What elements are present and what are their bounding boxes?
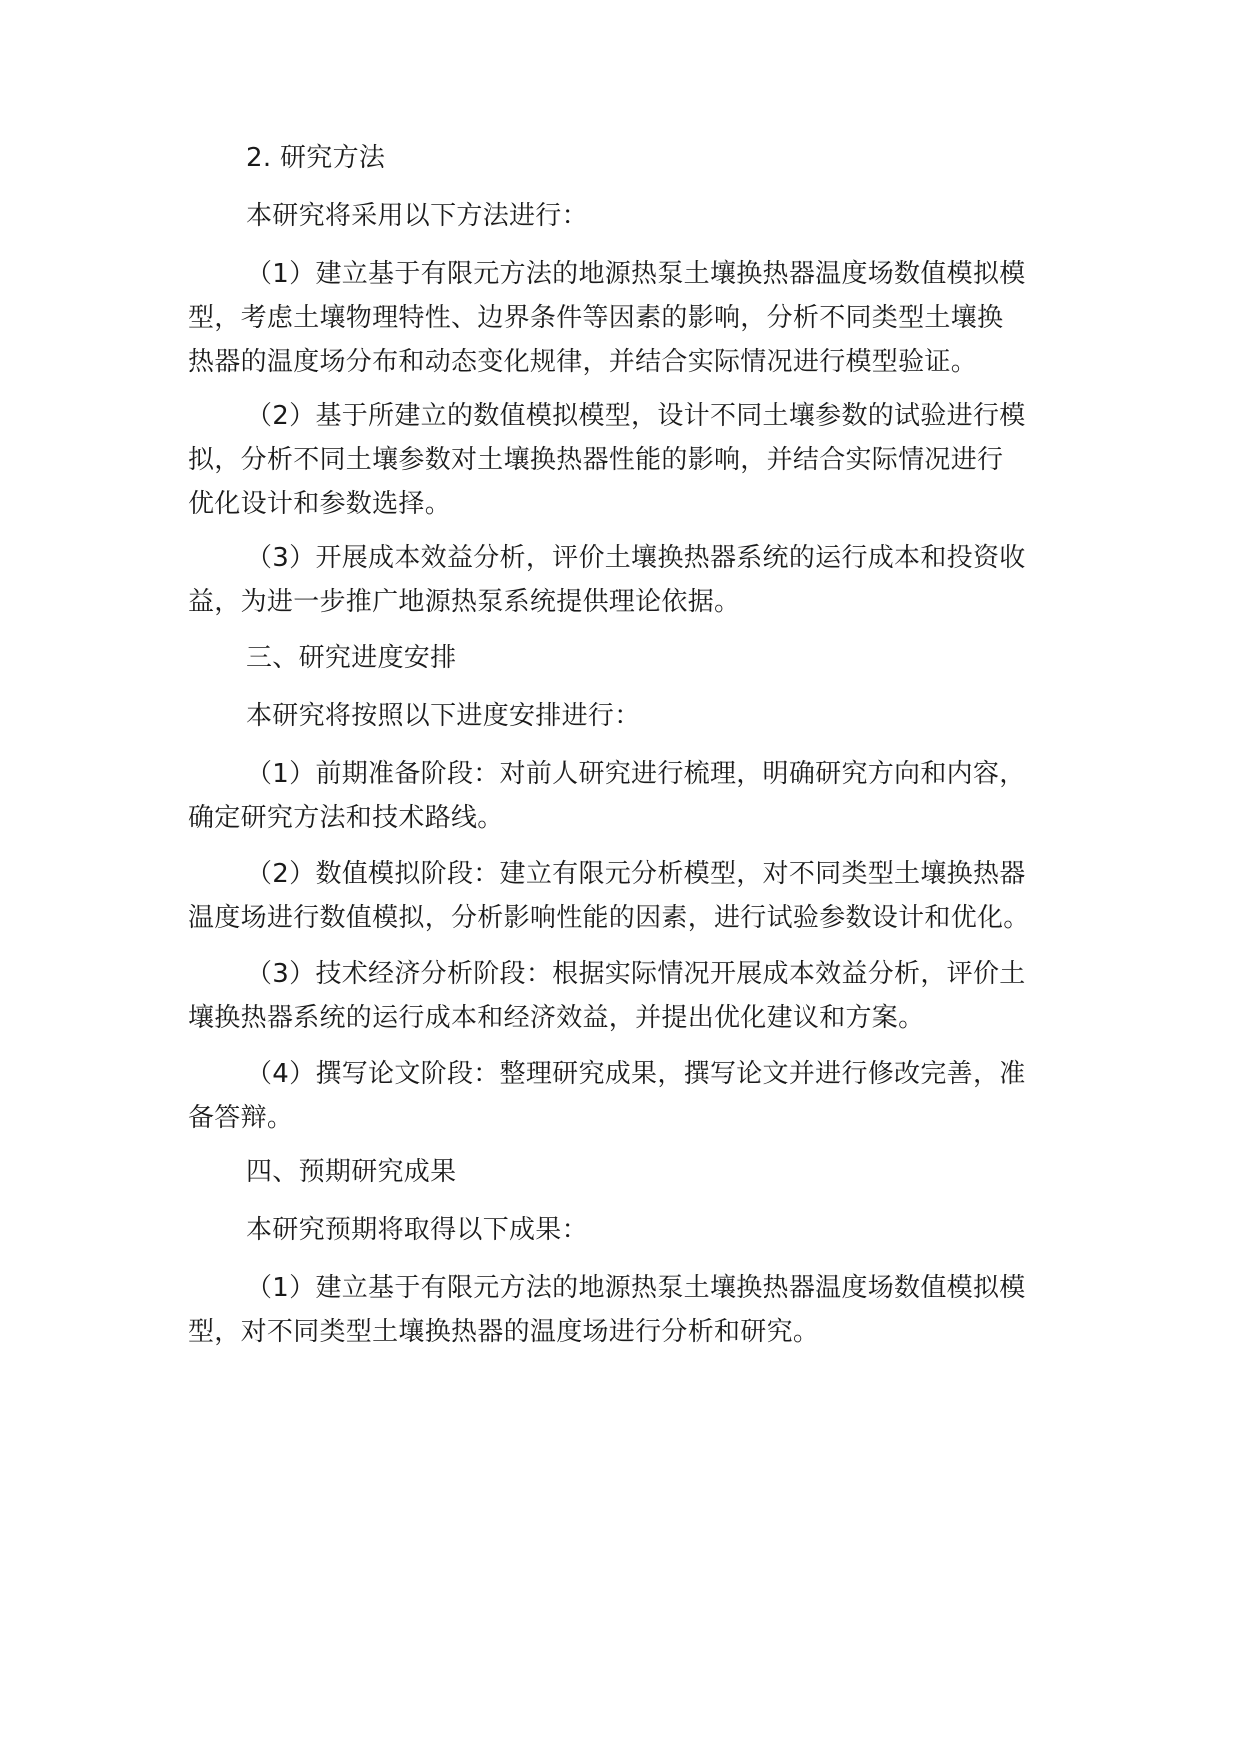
text-line: 型，对不同类型土壤换热器的温度场进行分析和研究。: [188, 1317, 820, 1347]
section-heading-schedule: [188, 636, 1088, 680]
paragraph-schedule-3: [188, 952, 1088, 1040]
paragraph-method-1: [188, 252, 1088, 384]
text-line: 三、研究进度安排: [246, 643, 457, 673]
text-line: 温度场进行数值模拟，分析影响性能的因素，进行试验参数设计和优化。: [188, 903, 1030, 933]
section-heading-research-methods: [188, 136, 1088, 180]
text-line: （3）开展成本效益分析，评价土壤换热器系统的运行成本和投资收: [246, 543, 1026, 573]
text-line: 2. 研究方法: [246, 143, 386, 173]
text-line: 拟，分析不同土壤参数对土壤换热器性能的影响，并结合实际情况进行: [188, 445, 1004, 475]
paragraph-method-2: [188, 394, 1088, 526]
text-line: （2）基于所建立的数值模拟模型，设计不同土壤参数的试验进行模: [246, 401, 1026, 431]
text-line: （4）撰写论文阶段：整理研究成果，撰写论文并进行修改完善，准: [246, 1059, 1026, 1089]
text-line: 优化设计和参数选择。: [188, 489, 452, 519]
text-line: （2）数值模拟阶段：建立有限元分析模型，对不同类型土壤换热器: [246, 859, 1026, 889]
text-line: 备答辩。: [188, 1103, 294, 1133]
text-line: 四、预期研究成果: [246, 1157, 457, 1187]
text-line: 型，考虑土壤物理特性、边界条件等因素的影响，分析不同类型土壤换: [188, 303, 1004, 333]
paragraph-schedule-1: [188, 752, 1088, 840]
text-line: 本研究预期将取得以下成果：: [246, 1215, 588, 1245]
text-line: 确定研究方法和技术路线。: [188, 803, 504, 833]
text-line: （1）建立基于有限元方法的地源热泵土壤换热器温度场数值模拟模: [246, 1273, 1026, 1303]
text-line: 本研究将按照以下进度安排进行：: [246, 701, 641, 731]
text-line: 热器的温度场分布和动态变化规律，并结合实际情况进行模型验证。: [188, 347, 978, 377]
text-line: 本研究将采用以下方法进行：: [246, 201, 588, 231]
paragraph-schedule-intro: [188, 694, 1088, 738]
paragraph-results-intro: [188, 1208, 1088, 1252]
text-line: （1）前期准备阶段：对前人研究进行梳理，明确研究方向和内容，: [246, 759, 1026, 789]
text-line: 益，为进一步推广地源热泵系统提供理论依据。: [188, 587, 741, 617]
paragraph-result-1: [188, 1266, 1088, 1354]
paragraph-schedule-2: [188, 852, 1088, 940]
paragraph-method-3: [188, 536, 1088, 624]
paragraph-schedule-4: [188, 1052, 1088, 1140]
text-line: （3）技术经济分析阶段：根据实际情况开展成本效益分析，评价土: [246, 959, 1026, 989]
paragraph-methods-intro: [188, 194, 1088, 238]
text-line: （1）建立基于有限元方法的地源热泵土壤换热器温度场数值模拟模: [246, 259, 1026, 289]
text-line: 壤换热器系统的运行成本和经济效益，并提出优化建议和方案。: [188, 1003, 925, 1033]
section-heading-expected-results: [188, 1150, 1088, 1194]
